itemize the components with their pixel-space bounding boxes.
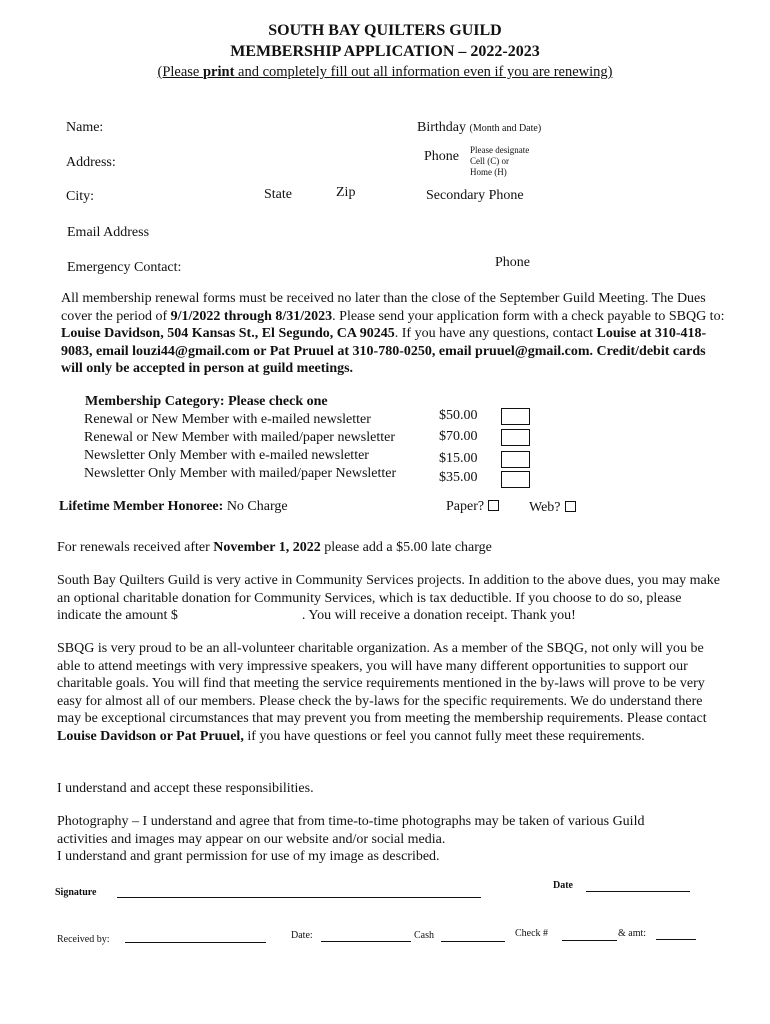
received-by-label: Received by: <box>57 934 110 945</box>
signature-line[interactable] <box>117 897 481 898</box>
membership-checkbox[interactable] <box>501 471 530 488</box>
name-label[interactable]: Name: <box>66 120 104 135</box>
office-date-line[interactable] <box>321 941 411 942</box>
phone-label[interactable]: Phone <box>424 149 459 164</box>
web-checkbox[interactable] <box>565 501 576 512</box>
membership-option-label: Newsletter Only Member with mailed/paper Newsletter <box>84 466 397 481</box>
membership-price: $15.00 <box>439 451 478 466</box>
web-option[interactable]: Web? <box>529 500 576 516</box>
cash-line[interactable] <box>441 941 505 942</box>
office-date-label: Date: <box>291 930 313 941</box>
instr-bold: print <box>202 64 235 80</box>
membership-heading: Membership Category: Please check one <box>85 394 328 409</box>
lifetime-member: Lifetime Member Honoree: No Charge <box>59 499 288 514</box>
membership-price: $50.00 <box>439 408 478 423</box>
deadline-paragraph: All membership renewal forms must be received no later than the close of the September Guild Meeting. The Dues cover the period of 9/1/2022 through 8/31/2023. Please send your application form with a check payable to SBQG to: Louise Davidson, 504 Kansas St., El Segundo, CA 90245. If you have any questions, contact Louise at 310-418-9083, email louzi44@gmail.com or Pat Pruuel at 310-780-0250, email pruuel@gmail.com. Credit/debit cards will only be accepted in person at guild meetings. <box>61 291 725 376</box>
form-title: MEMBERSHIP APPLICATION – 2022-2023 <box>230 43 540 60</box>
cash-label: Cash <box>414 930 434 941</box>
volunteer-paragraph: SBQG is very proud to be an all-volunteer charitable organization. As a member of the SBQG, not only will you be able to attend meetings with very impressive speakers, you will have many different opportunities to support our charitable goals. You will find that meeting the service requirements mentioned in the by-laws will prove to be very easy for almost all of our members. Please check the by-laws for the specific requirements. We do understand there may be exceptional circumstances that may prevent you from meeting the membership requirements. Please contact Louise Davidson or Pat Pruuel, if you have questions or feel you cannot fully meet these requirements. <box>57 641 707 744</box>
emergency-phone-label[interactable]: Phone <box>495 255 530 270</box>
membership-option-label: Renewal or New Member with e-mailed newsletter <box>84 412 371 427</box>
amount-label: & amt: <box>618 928 647 939</box>
signature-label: Signature <box>55 887 97 898</box>
org-title: SOUTH BAY QUILTERS GUILD <box>268 22 502 39</box>
email-label[interactable]: Email Address <box>67 225 150 240</box>
state-label[interactable]: State <box>264 187 292 202</box>
birthday-label[interactable]: Birthday (Month and Date) <box>417 120 542 135</box>
address-label[interactable]: Address: <box>66 155 116 170</box>
instr-pre: (Please <box>157 64 203 80</box>
emergency-contact-label[interactable]: Emergency Contact: <box>67 260 182 275</box>
paper-option[interactable]: Paper? <box>446 499 499 515</box>
instructions <box>0 64 770 81</box>
paper-checkbox[interactable] <box>488 500 499 511</box>
membership-price: $70.00 <box>439 429 478 444</box>
check-line[interactable] <box>562 940 617 941</box>
instr-post: and completely fill out all information even if you are renewing) <box>234 64 613 80</box>
city-label[interactable]: City: <box>66 189 95 204</box>
membership-option-label: Newsletter Only Member with e-mailed newsletter <box>84 448 369 463</box>
secondary-phone-label[interactable]: Secondary Phone <box>426 188 524 203</box>
membership-checkbox[interactable] <box>501 408 530 425</box>
membership-checkbox[interactable] <box>501 451 530 468</box>
community-paragraph: South Bay Quilters Guild is very active in Community Services projects. In addition to the above dues, you may make an optional charitable donation for Community Services, which is tax deductible. If you choose to do so, please indicate the amount $ . You will receive a donation receipt. Thank you! <box>57 573 720 623</box>
late-charge-note: For renewals received after November 1, 2022 please add a $5.00 late charge <box>57 540 492 555</box>
zip-label[interactable]: Zip <box>336 185 356 200</box>
received-by-line[interactable] <box>125 942 266 943</box>
amount-line[interactable] <box>656 939 696 940</box>
signature-date-line[interactable] <box>586 891 690 892</box>
check-label: Check # <box>515 928 549 939</box>
photo-paragraph: Photography – I understand and agree that from time-to-time photographs may be taken of various Guild activities and images may appear on our website and/or social media. I understand and grant permission for use of my image as described. <box>57 814 645 864</box>
signature-date-label: Date <box>553 880 573 891</box>
membership-price: $35.00 <box>439 470 478 485</box>
phone-hint: Please designate Cell (C) or Home (H) <box>470 145 530 177</box>
accept-statement: I understand and accept these responsibilities. <box>57 781 314 796</box>
membership-option-label: Renewal or New Member with mailed/paper newsletter <box>84 430 396 445</box>
membership-checkbox[interactable] <box>501 429 530 446</box>
